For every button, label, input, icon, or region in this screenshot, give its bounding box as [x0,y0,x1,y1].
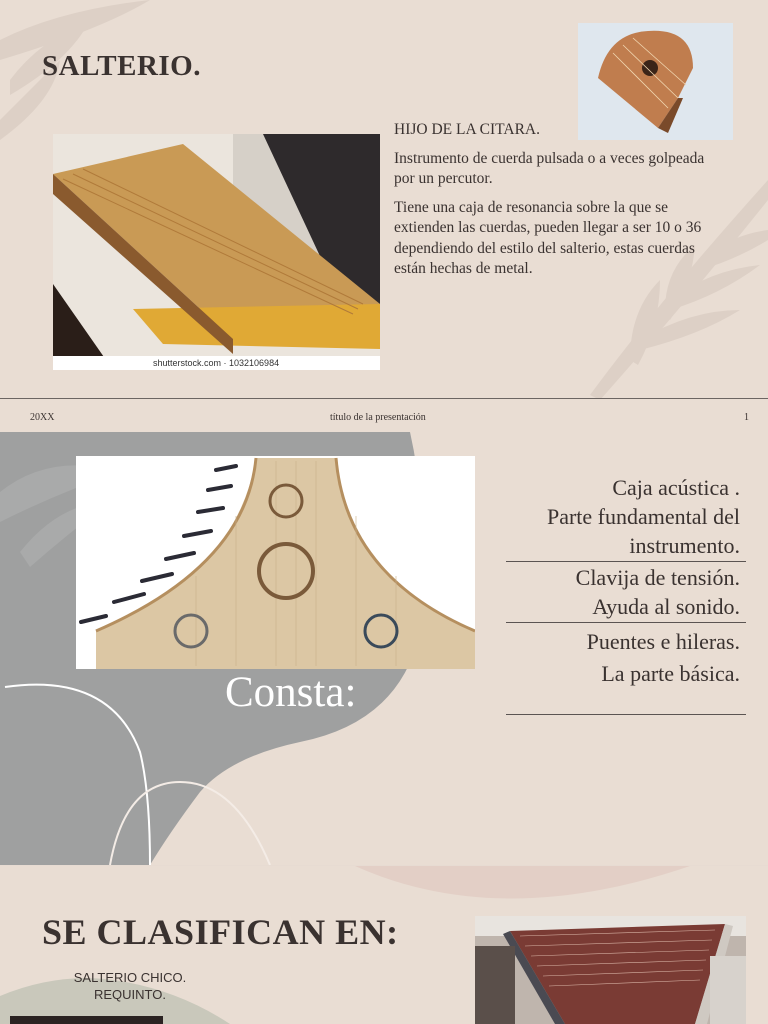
paragraph-description: Tiene una caja de resonancia sobre la que se extienden las cuerdas, pueden llegar a ser 10 o 36 dependiendo del estilo del salterio, estas cuerdas están hechas de metal. [394,198,702,277]
photo-watermark: shutterstock.com · 1032106984 [153,358,280,368]
footer-page-number: 1 [744,412,749,423]
item-title: Clavija de tensión. [575,565,740,590]
slide-title: SE CLASIFICAN EN: [42,912,399,952]
footer-presentation-title: título de la presentación [330,412,426,423]
slide-3 [0,866,768,1024]
image-edge [10,1016,163,1024]
item-description: instrumento. [629,533,740,558]
item-title: Caja acústica . [612,475,740,500]
list-item [506,562,746,623]
slide-title: SALTERIO. [42,50,201,82]
consta-heading: Consta: [225,669,357,716]
classification-item: SALTERIO CHICO. [73,970,187,985]
slide-1 [0,0,768,398]
item-description: La parte básica. [601,661,740,686]
subtitle: HIJO DE LA CITARA. [394,121,541,138]
salterio-photo [53,134,380,370]
item-title: Puentes e hileras. [586,629,740,654]
slide-footer [0,398,768,432]
item-description: Ayuda al sonido. [592,594,740,619]
classification-item: REQUINTO. [94,987,166,1002]
salterio-played-photo [475,916,746,1024]
classification-label [45,969,215,1003]
item-description: Parte fundamental del [546,504,740,529]
slide-2 [0,432,768,865]
paragraph-definition: Instrumento de cuerda pulsada o a veces golpeada por un percutor. [394,149,705,187]
list-item [506,623,746,715]
footer-date: 20XX [30,412,55,423]
list-item [506,472,746,562]
slide-1-body [394,120,714,288]
salterio-detail-photo [76,456,475,669]
parts-list [506,472,746,715]
